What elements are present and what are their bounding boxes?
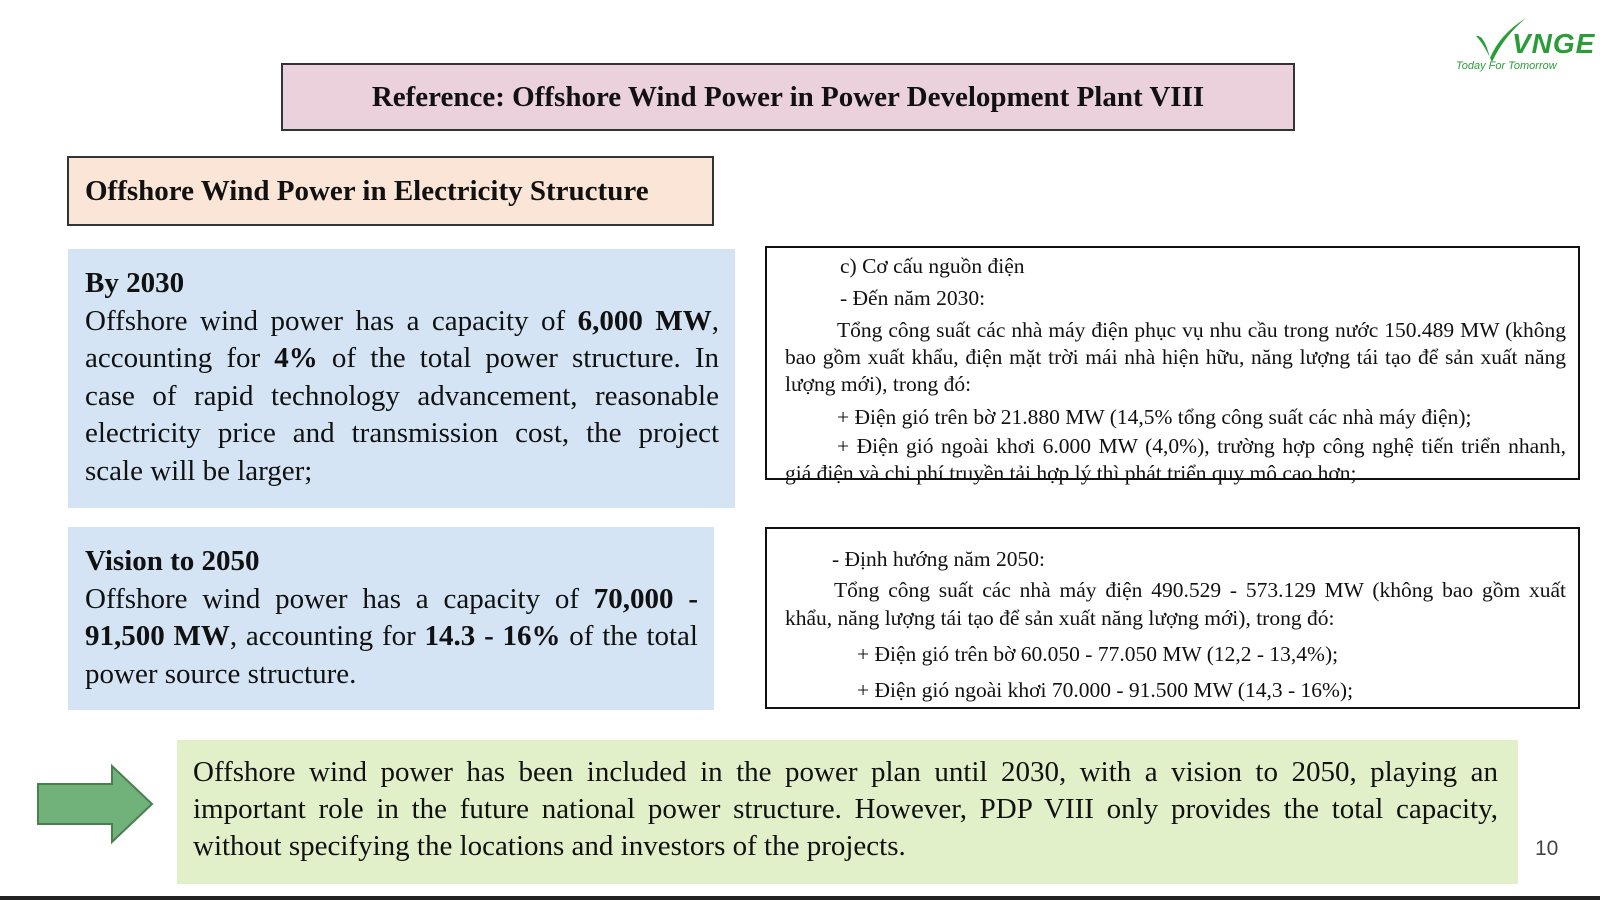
summary-2030-text: of the total power structure. In case of rapid technology advancement, reasonable electricity price and transmission cost, the project scale will be larger; bbox=[85, 342, 720, 487]
excerpt-line: - Định hướng năm 2050: bbox=[832, 547, 1045, 571]
right-arrow-icon bbox=[36, 764, 154, 844]
capacity-2050-value: 70,000 - 91,500 MW bbox=[85, 582, 698, 652]
summary-2030-heading: By 2030 bbox=[85, 267, 185, 299]
share-2050-value: 14.3 - 16% bbox=[424, 620, 561, 652]
excerpt-line: Tổng công suất các nhà máy điện phục vụ nhu cầu trong nước 150.489 MW (không bao gồm xuất khẩu, điện mặt trời mái nhà hiện hữu, năng lượng tái tạo để sản xuất năng lượng mới), trong đó: bbox=[785, 318, 1566, 396]
excerpt-line: + Điện gió trên bờ 21.880 MW (14,5% tổng công suất các nhà máy điện); bbox=[837, 405, 1472, 429]
excerpt-line: - Đến năm 2030: bbox=[840, 286, 986, 310]
share-2030-value: 4% bbox=[274, 342, 318, 374]
summary-2050-heading: Vision to 2050 bbox=[85, 545, 260, 577]
vnge-logo bbox=[1450, 6, 1600, 76]
summary-2030-text: Offshore wind power has a capacity of bbox=[85, 304, 578, 337]
summary-2030-box bbox=[68, 249, 735, 508]
excerpt-line: c) Cơ cấu nguồn điện bbox=[840, 254, 1025, 278]
summary-2050-text: , accounting for bbox=[229, 620, 425, 652]
page-number: 10 bbox=[1535, 837, 1559, 860]
logo-tagline: Today For Tomorrow bbox=[1456, 60, 1557, 72]
vietnamese-excerpt-2050 bbox=[765, 527, 1580, 709]
bottom-border bbox=[0, 896, 1600, 900]
slide-title: Reference: Offshore Wind Power in Power Development Plant VIII bbox=[281, 63, 1295, 131]
conclusion-box: Offshore wind power has been included in the power plan until 2030, with a vision to 2050, playing an important role in the future national power structure. However, PDP VIII only provides the total capacity, without specifying the locations and investors of the projects. bbox=[177, 740, 1518, 884]
section-heading: Offshore Wind Power in Electricity Structure bbox=[67, 156, 714, 226]
excerpt-line: + Điện gió ngoài khơi 6.000 MW (4,0%), trường hợp công nghệ tiến triển nhanh, giá điện và chi phí truyền tải hợp lý thì phát triển quy mô cao hơn; bbox=[785, 434, 1566, 485]
summary-2050-box bbox=[68, 527, 714, 710]
logo-wordmark: VNGE bbox=[1512, 28, 1596, 59]
excerpt-line: + Điện gió ngoài khơi 70.000 - 91.500 MW (14,3 - 16%); bbox=[857, 678, 1354, 702]
summary-2050-text: of the total power source structure. bbox=[85, 620, 698, 690]
excerpt-line: + Điện gió trên bờ 60.050 - 77.050 MW (12,2 - 13,4%); bbox=[857, 641, 1339, 666]
excerpt-line: Tổng công suất các nhà máy điện 490.529 - 573.129 MW (không bao gồm xuất khẩu, năng lượng tái tạo để sản xuất năng lượng mới), trong đó: bbox=[785, 577, 1566, 630]
vietnamese-excerpt-2030 bbox=[765, 246, 1580, 485]
capacity-2030-value: 6,000 MW bbox=[577, 304, 712, 337]
summary-2030-text: , accounting for bbox=[85, 304, 720, 374]
summary-2050-text: Offshore wind power has a capacity of bbox=[85, 582, 594, 615]
